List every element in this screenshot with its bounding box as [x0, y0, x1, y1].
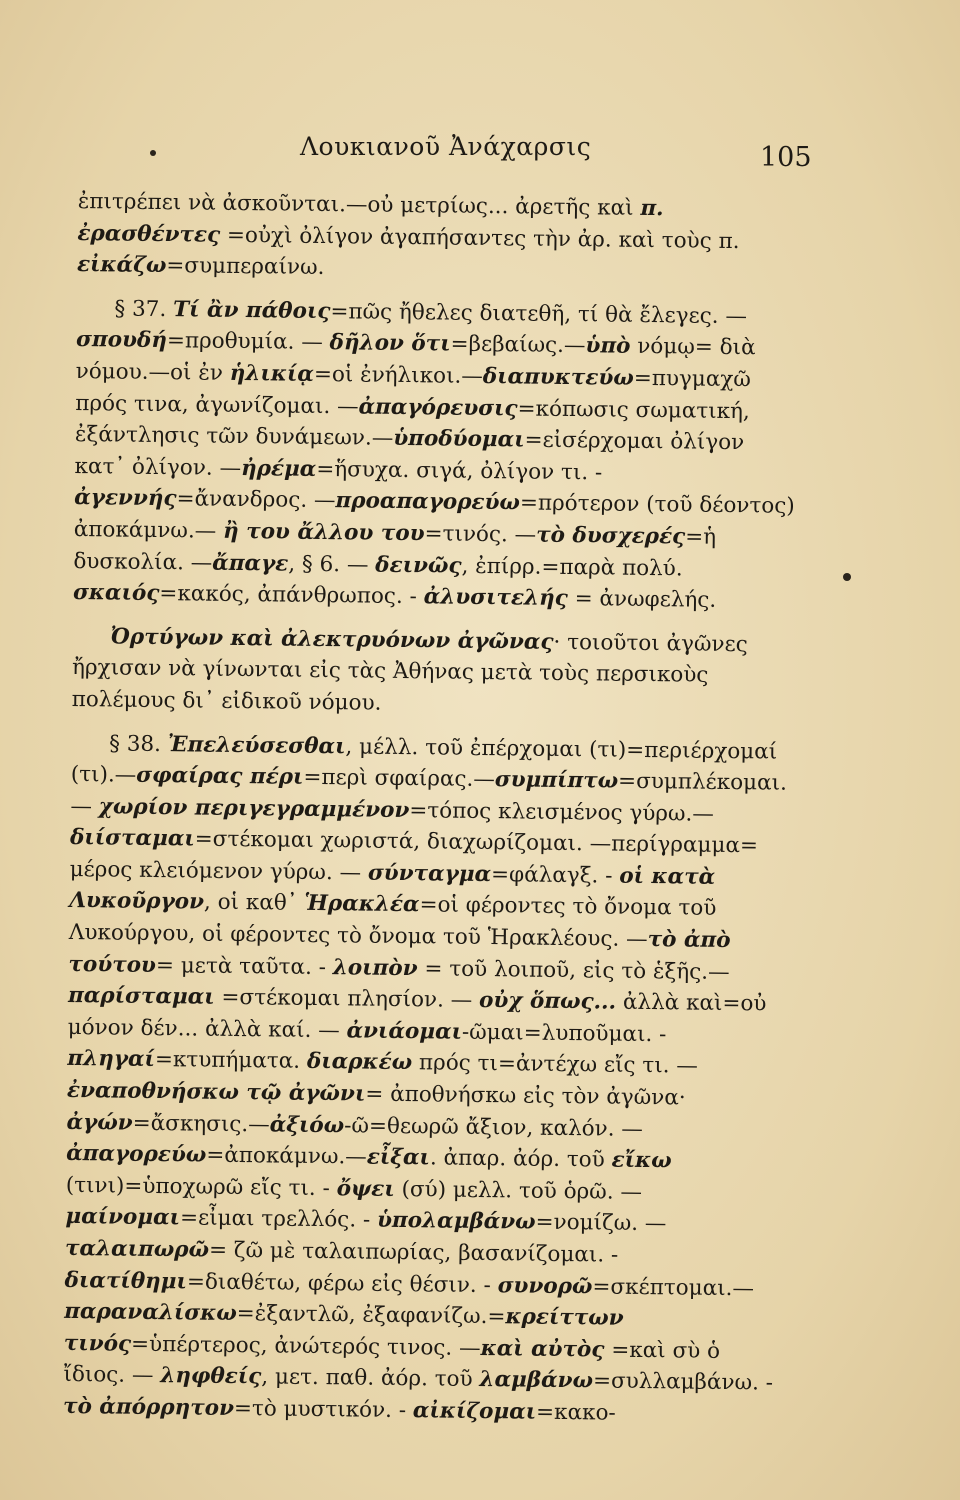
margin-ink-dot — [843, 573, 851, 581]
gloss-text: =κακο- — [535, 1399, 616, 1426]
gloss-text: § 38. — [109, 730, 168, 757]
gloss-text: , § 6. — — [288, 551, 376, 578]
headword: σκαιός — [72, 580, 160, 607]
headword: μαίνομαι — [65, 1204, 181, 1231]
gloss-text: =σκέπτομαι.— — [592, 1273, 755, 1301]
headword: ληφθείς — [160, 1363, 262, 1390]
page-number: 105 — [760, 142, 812, 173]
gloss-text: · τοιοῦτοι ἀγῶνες ἤρχισαν νὰ γίνωνται εἰς τὰς Ἀθήνας μετὰ τοὺς περσικοὺς πολέμους δι᾽ εἰδικοῦ νόμου. — [71, 629, 748, 716]
headword: τὸ ἀπόρρητον — [62, 1393, 235, 1421]
gloss-text: = μετὰ ταῦτα. - — [155, 952, 333, 980]
gloss-text: , ἐπίρρ.=παρὰ πολύ. — [461, 553, 683, 581]
gloss-text: ἀλλὰ καὶ=οὐ μόνον δέν... ἀλλὰ καί. — — [67, 989, 767, 1044]
headword: χωρίον περιγεγραμμένον — [98, 793, 410, 823]
gloss-text: =συλλαμβάνω. - — [592, 1368, 774, 1396]
headword: ὑπὸ — [585, 333, 631, 360]
paragraph-p3 — [72, 621, 797, 725]
gloss-text: -ῶμαι=λυποῦμαι. - — [461, 1019, 667, 1048]
headword: ἠρέμα — [240, 455, 317, 482]
gloss-text: =φάλαγξ. - — [490, 861, 620, 889]
gloss-text: (σύ) μελλ. τοῦ ὁρῶ. — — [394, 1176, 643, 1205]
gloss-text: =καὶ σὺ ὁ ἴδιος. — — [63, 1337, 721, 1389]
gloss-text: =συμπλέκομαι. — — [70, 768, 788, 819]
headword: δῆλον ὅτι — [329, 330, 451, 357]
gloss-text: =προθυμία. — — [166, 328, 330, 356]
gloss-text: =στέκομαι χωριστά, διαχωρίζομαι. —περίγραμμα= μέρος κλειόμενον γύρω. — — [69, 826, 759, 886]
headword: συνορῶ — [497, 1272, 593, 1299]
headword: ἀπαγορεύω — [66, 1141, 207, 1168]
gloss-text: =κακός, ἀπάνθρωπος. - — [159, 581, 424, 610]
headword: λοιπὸν — [332, 954, 418, 981]
headword: τὸ δυσχερές — [535, 522, 686, 550]
gloss-text: =κόπωσις σωματική, ἐξάντλησις τῶν δυνάμεων.— — [74, 395, 750, 452]
running-title: Λουκιανοῦ Ἀνάχαρσις — [300, 132, 592, 161]
glossary-body — [63, 186, 802, 1431]
gloss-text: =συμπεραίνω. — [166, 253, 325, 281]
headword: Ἡρακλέα — [304, 891, 420, 918]
headword: ἀλυσιτελής — [423, 584, 568, 612]
gloss-text: =κτυπήματα. — [154, 1047, 308, 1075]
headword: πληγαί — [67, 1046, 156, 1073]
gloss-text: =στέκομαι πλησίον. — — [214, 984, 480, 1014]
headword: ὄψει — [336, 1176, 395, 1202]
gloss-text: =εἰσέρχομαι ὀλίγον κατ᾽ ὀλίγον. — — [74, 427, 745, 481]
headword: διαρκέω — [306, 1049, 413, 1076]
gloss-text: =οὐχὶ ὀλίγον ἀγαπήσαντες τὴν ἀρ. καὶ τοὺς π. — [219, 222, 740, 254]
headword: διατίθημι — [64, 1267, 188, 1295]
gloss-text: § 37. — [114, 296, 174, 322]
headword: ὑποδύομαι — [393, 426, 525, 453]
gloss-text: =ἄνανδρος. — — [176, 486, 336, 514]
paragraph-p1 — [77, 186, 802, 290]
headword: Ἐπελεύσεσθαι — [167, 731, 346, 759]
gloss-text: , οἱ καθ᾽ — [203, 890, 305, 917]
headword: σφαίρας πέρι — [136, 762, 304, 790]
gloss-text: (τινι)=ὑποχωρῶ εἴς τι. - — [65, 1172, 337, 1202]
headword: παραναλίσκω — [64, 1299, 237, 1327]
headword: εἴκω — [611, 1147, 672, 1174]
headword: Ὀρτύγων καὶ ἀλεκτρυόνων ἀγῶνας — [110, 624, 554, 655]
gloss-text: =διαθέτω, φέρω εἰς θέσιν. - — [186, 1269, 498, 1298]
headword: ταλαιπωρῶ — [64, 1235, 210, 1263]
headword: ἀνιάομαι — [346, 1018, 463, 1045]
headword: π. ἐρασθέντες — [77, 195, 664, 248]
headword: τὸ ἀπὸ τούτου — [68, 927, 731, 978]
headword: Τί ἂν πάθοις — [172, 296, 331, 324]
gloss-text: =νομίζω. — — [535, 1210, 667, 1237]
headword: ἀγεννής — [74, 485, 177, 512]
gloss-text: =πῶς ἤθελες διατεθῆ, τί θὰ ἔλεγες. — — [330, 298, 748, 329]
headword: οἱ κατὰ Λυκοῦργον — [69, 863, 716, 916]
gloss-text: =βεβαίως.— — [450, 331, 586, 359]
gloss-text: -ῶ=θεωρῶ ἄξιον, καλόν. — — [344, 1112, 644, 1142]
headword: δεινῶς — [375, 552, 462, 579]
gloss-text: =εἶμαι τρελλός. - — [179, 1205, 378, 1234]
gloss-text: , μέλλ. τοῦ ἐπέρχομαι (τι)=περιέρχομαί (τι).— — [70, 733, 778, 788]
gloss-text: =ἥσυχα. σιγά, ὀλίγον τι. - — [316, 456, 603, 486]
gloss-text: πρός τι=ἀντέχω εἴς τι. — — [412, 1050, 699, 1080]
gloss-text: =ὑπέρτερος, ἀνώτερός τινος. — — [130, 1331, 481, 1361]
headword: ὑπολαμβάνω — [376, 1208, 536, 1236]
gloss-text: = ζῶ μὲ ταλαιπωρίας, βασανίζομαι. - — [208, 1237, 619, 1268]
paragraph-p2 — [73, 293, 801, 618]
headword: καὶ αὐτὸς — [480, 1335, 605, 1363]
gloss-text: =περὶ σφαίρας.— — [303, 764, 495, 793]
headword: ἡλικίᾳ — [229, 360, 315, 387]
gloss-text: νόμῳ= διὰ νόμου.—οἱ ἐν — [75, 334, 756, 386]
headword: κρείττων τινός — [63, 1304, 624, 1357]
gloss-text: =τινός. — — [424, 521, 537, 548]
gloss-text: =οἱ ἐνήλικοι.— — [313, 361, 483, 389]
running-header — [0, 132, 960, 172]
gloss-text: =ἀποκάμνω.— — [206, 1142, 367, 1170]
gloss-text: . ἀπαρ. ἀόρ. τοῦ — [429, 1145, 612, 1173]
headword: εἰκάζω — [76, 252, 167, 279]
headword: αἰκίζομαι — [412, 1398, 537, 1425]
headword: λαμβάνω — [479, 1367, 594, 1394]
headword: διίσταμαι — [69, 825, 195, 852]
gloss-text: =τὸ μυστικόν. - — [233, 1395, 414, 1424]
gloss-text: =ἐξαντλῶ, ἐξαφανίζω.= — [236, 1301, 506, 1330]
headword: παρίσταμαι — [67, 983, 215, 1010]
headword: εἶξαι — [366, 1144, 431, 1171]
headword: προαπαγορεύω — [335, 488, 521, 516]
gloss-text: =πρότερον (τοῦ δέοντος) ἀποκάμνω.— — [73, 490, 795, 544]
gloss-text: , μετ. παθ. ἀόρ. τοῦ — [261, 1364, 480, 1393]
headword: ἀπαγόρευσις — [358, 394, 518, 421]
gloss-text: = ἀνωφελής. — [567, 586, 717, 613]
headword: ἀξιόω — [269, 1112, 345, 1138]
gloss-text: = τοῦ λοιποῦ, εἰς τὸ ἑξῆς.— — [417, 955, 730, 985]
headword: ἄπαγε — [212, 550, 289, 577]
paragraph-p4 — [63, 727, 795, 1431]
gloss-text: =οἱ φέροντες τὸ ὄνομα τοῦ Λυκούργου, οἱ φέροντες τὸ ὄνομα τοῦ Ἡρακλέους. — — [68, 892, 717, 953]
headword: ἀγών — [66, 1109, 133, 1136]
headword: συμπίπτω — [494, 767, 619, 794]
headword: ἢ του ἄλλου του — [222, 518, 425, 547]
gloss-text: ἐπιτρέπει νὰ ἀσκοῦνται.—οὐ μετρίως... ἀρετῆς καὶ — [77, 188, 641, 221]
gloss-text: =ἄσκησις.— — [132, 1110, 270, 1138]
headword: ἐναποθνήσκω τῷ ἀγῶνι — [66, 1077, 366, 1107]
headword: σπουδή — [75, 327, 168, 354]
headword: οὐχ ὅπως... — [478, 988, 617, 1015]
gloss-text: =τόπος κλεισμένος γύρω.— — [409, 797, 715, 827]
headword: διαπυκτεύω — [482, 363, 634, 391]
headword: σύνταγμα — [367, 860, 492, 887]
gloss-text: =ἡ δυσκολία. — — [73, 524, 717, 576]
gloss-text: = ἀποθνήσκω εἰς τὸν ἀγῶνα· — [365, 1081, 686, 1111]
gloss-text: =πυγμαχῶ πρός τινα, ἀγωνίζομαι. — — [75, 365, 752, 420]
